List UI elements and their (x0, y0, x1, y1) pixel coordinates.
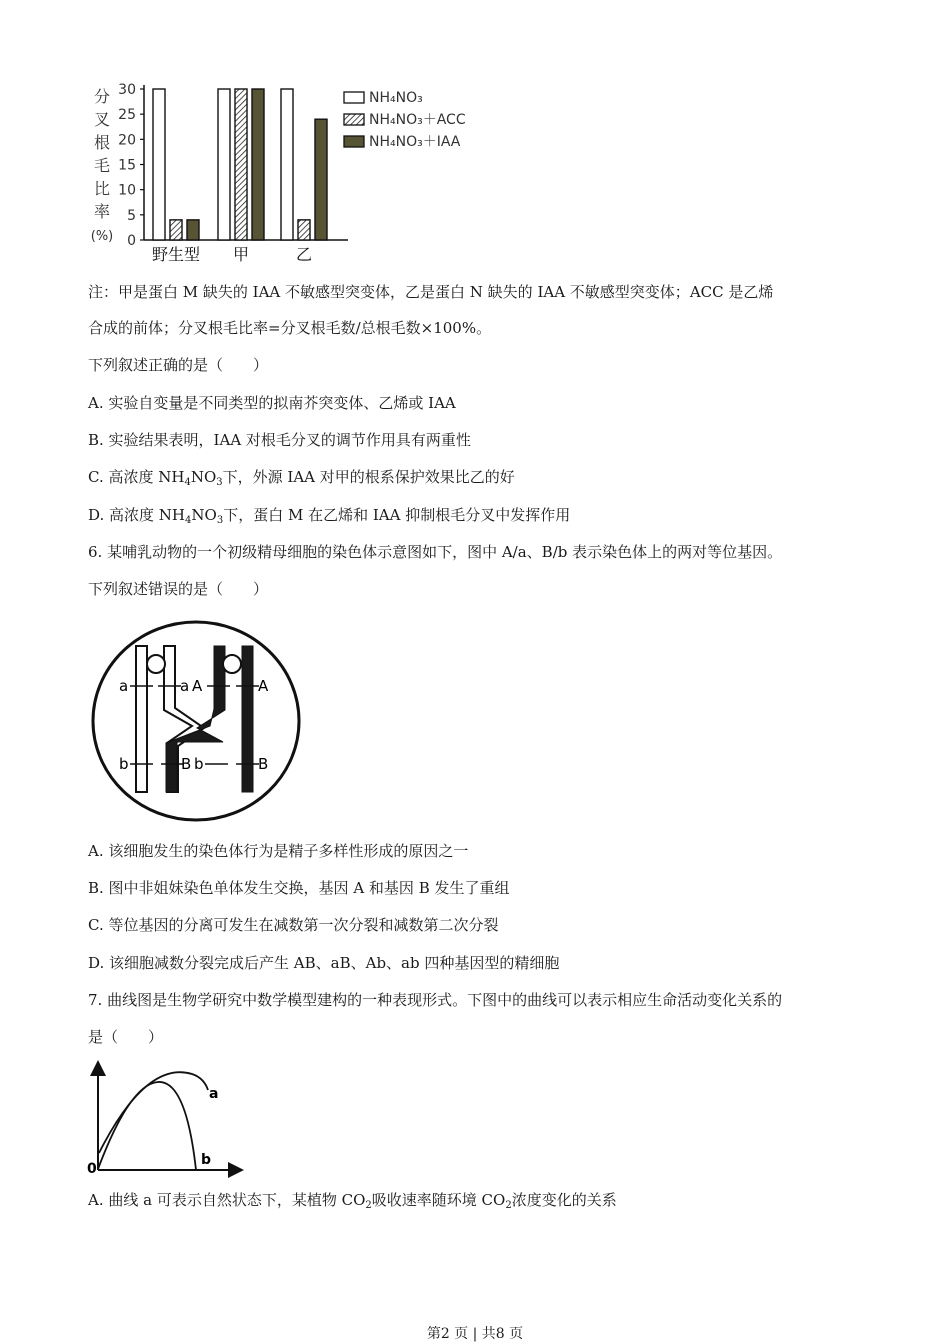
cell-outline (93, 622, 299, 820)
x-category-label: 乙 (295, 245, 313, 264)
label-B-right: B (258, 755, 269, 773)
q7-option-a-mid: 吸收速率随环境 CO (371, 1191, 506, 1209)
label-a-mid: a (180, 677, 190, 695)
y-tick-label: 10 (118, 182, 136, 199)
bar-2-2 (315, 119, 327, 240)
bar-0-1 (170, 220, 182, 240)
q6-stem-line-1: 6. 某哺乳动物的一个初级精母细胞的染色体示意图如下，图中 A/a、B/b 表示染色体上的两对等位基因。 (88, 543, 783, 561)
chromosome-diagram (88, 618, 304, 826)
y-tick-label: 20 (118, 132, 136, 149)
label-A-right: A (258, 677, 269, 695)
centromere-right (223, 655, 241, 673)
ylabel-char: 分 (93, 87, 111, 106)
ylabel-char: (%) (90, 229, 114, 244)
legend-label: NH₄NO₃＋IAA (369, 134, 461, 150)
legend-label: NH₄NO₃＋ACC (369, 112, 466, 128)
bar-1-0 (218, 89, 230, 240)
q7-option-a (88, 1190, 617, 1210)
label-b-mid: b (194, 755, 204, 773)
q6-option-a: A. 该细胞发生的染色体行为是精子多样性形成的原因之一 (88, 842, 469, 860)
q6-stem-line-2: 下列叙述错误的是（ ） (88, 580, 269, 598)
x-category-label: 甲 (232, 245, 250, 264)
q5-option-c-sub2: 3 (216, 477, 223, 488)
q7-option-a-pre: A. 曲线 a 可表示自然状态下，某植物 CO (88, 1191, 366, 1209)
note-line-2: 合成的前体；分叉根毛比率=分叉根毛数/总根毛数×100%。 (88, 319, 492, 337)
curve-b-label: b (201, 1152, 212, 1168)
curve-graph (84, 1058, 248, 1182)
q7-stem-line-2: 是（ ） (88, 1028, 164, 1046)
bar-2-1 (298, 220, 310, 240)
q5-option-c-pre: C. 高浓度 NH (88, 468, 185, 486)
y-tick-label: 25 (118, 107, 136, 124)
y-tick-label: 15 (118, 157, 136, 174)
bar-0-2 (187, 220, 199, 240)
bar-2-0 (281, 89, 293, 240)
q5-option-c (88, 467, 515, 487)
note-line-1: 注：甲是蛋白 M 缺失的 IAA 不敏感型突变体，乙是蛋白 N 缺失的 IAA 不敏感型突变体；ACC 是乙烯 (88, 283, 774, 301)
q7-option-a-sub1: 2 (365, 1200, 372, 1211)
x-category-label: 野生型 (151, 245, 201, 264)
q6-option-d: D. 该细胞减数分裂完成后产生 AB、aB、Ab、ab 四种基因型的精细胞 (88, 954, 560, 972)
ylabel-char: 比 (93, 179, 111, 198)
label-B-mid: B (181, 755, 192, 773)
q6-option-b: B. 图中非姐妹染色单体发生交换，基因 A 和基因 B 发生了重组 (88, 879, 510, 897)
ylabel-char: 叉 (93, 110, 111, 129)
bar-1-1 (235, 89, 247, 240)
bar-chart (80, 78, 500, 268)
ylabel-char: 根 (93, 133, 111, 152)
legend-swatch (344, 136, 364, 147)
label-a-left: a (119, 677, 129, 695)
bar-1-2 (252, 89, 264, 240)
q5-option-d (88, 505, 570, 525)
curve-b (98, 1082, 196, 1170)
q5-option-b: B. 实验结果表明，IAA 对根毛分叉的调节作用具有两重性 (88, 431, 471, 449)
q5-option-d-mid: NO (191, 506, 217, 524)
page-footer: 第2 页 | 共8 页 (426, 1326, 524, 1342)
q5-option-d-post: 下，蛋白 M 在乙烯和 IAA 抑制根毛分叉中发挥作用 (223, 506, 571, 524)
q5-option-c-sub1: 4 (184, 477, 191, 488)
q6-option-c: C. 等位基因的分离可发生在减数第一次分裂和减数第二次分裂 (88, 916, 499, 934)
legend-label: NH₄NO₃ (369, 90, 423, 106)
q7-option-a-sub2: 2 (505, 1200, 512, 1211)
q5-option-a: A. 实验自变量是不同类型的拟南芥突变体、乙烯或 IAA (88, 394, 456, 412)
y-tick-label: 0 (127, 233, 136, 249)
origin-label: 0 (87, 1161, 97, 1177)
q7-stem-line-1: 7. 曲线图是生物学研究中数学模型建构的一种表现形式。下图中的曲线可以表示相应生命活动变化关系的 (88, 991, 783, 1009)
y-tick-label: 30 (118, 82, 136, 98)
centromere-left (147, 655, 165, 673)
ylabel-char: 毛 (93, 156, 111, 175)
legend-swatch (344, 114, 364, 125)
y-tick-label: 5 (127, 207, 136, 224)
q7-option-a-post: 浓度变化的关系 (511, 1191, 617, 1209)
q5-option-c-post: 下，外源 IAA 对甲的根系保护效果比乙的好 (222, 468, 515, 486)
label-A-mid: A (192, 677, 203, 695)
chromatid-left-1 (136, 646, 147, 792)
ylabel-char: 率 (93, 202, 111, 221)
q5-option-d-sub2: 3 (216, 515, 224, 526)
legend-swatch (344, 92, 364, 103)
q5-option-c-mid: NO (190, 468, 217, 486)
q5-option-d-sub1: 4 (185, 515, 192, 526)
bar-0-0 (153, 89, 165, 240)
curve-a-label: a (209, 1086, 219, 1102)
q5-option-d-pre: D. 高浓度 NH (88, 506, 186, 524)
chromatid-right-2 (242, 646, 253, 792)
q5-stem: 下列叙述正确的是（ ） (88, 356, 269, 374)
label-b-left: b (119, 755, 129, 773)
